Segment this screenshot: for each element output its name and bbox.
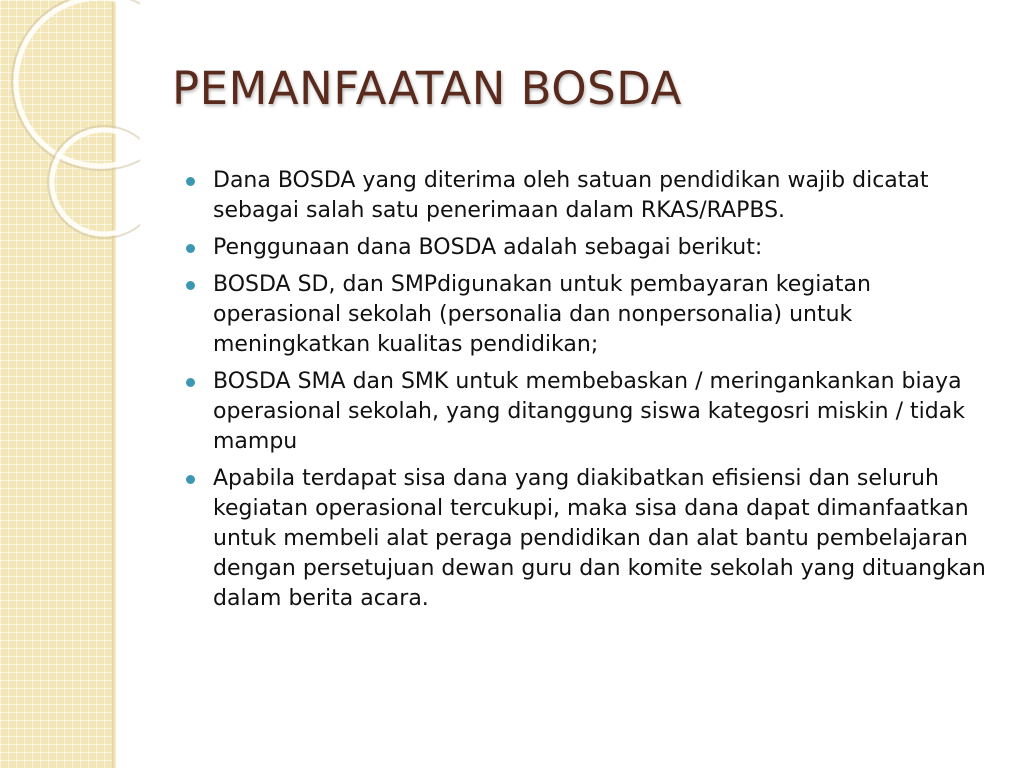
bullet-text: Apabila terdapat sisa dana yang diakibatkan efisiensi dan seluruh kegiatan operasional tercukupi, maka sisa dana dapat dimanfaatkan untuk membeli alat peraga pendidikan dan alat bantu pembelajaran dengan persetujuan dewan guru dan komite sekolah yang dituangkan dalam berita acara. — [213, 466, 986, 611]
bullet-dot-icon — [186, 177, 195, 186]
decorative-ring-small — [52, 130, 140, 234]
bullet-item-2 — [186, 233, 986, 263]
bullet-item-4 — [186, 367, 986, 457]
bullet-text: BOSDA SD, dan SMPdigunakan untuk pembayaran kegiatan operasional sekolah (personalia dan nonpersonalia) untuk meningkatkan kualitas pendidikan; — [213, 272, 871, 357]
decorative-ring-large-shadow — [12, 0, 140, 170]
bullet-text: Dana BOSDA yang diterima oleh satuan pendidikan wajib dicatat sebagai salah satu penerimaan dalam RKAS/RAPBS. — [213, 168, 929, 223]
bullet-dot-icon — [186, 378, 195, 387]
slide-title: PEMANFAATAN BOSDA — [172, 62, 682, 115]
bullet-item-1 — [186, 166, 986, 226]
bullet-text: Penggunaan dana BOSDA adalah sebagai berikut: — [213, 235, 763, 260]
bullet-list — [186, 166, 986, 621]
bullet-dot-icon — [186, 281, 195, 290]
decorative-ring-small-shadow — [48, 126, 140, 238]
bullet-item-5 — [186, 464, 986, 614]
bullet-dot-icon — [186, 244, 195, 253]
bullet-dot-icon — [186, 475, 195, 484]
bullet-text: BOSDA SMA dan SMK untuk membebaskan / meringankankan biaya operasional sekolah, yang ditanggung siswa kategosri miskin / tidak mampu — [213, 369, 965, 454]
bullet-item-3 — [186, 270, 986, 360]
decorative-rings — [0, 0, 140, 240]
